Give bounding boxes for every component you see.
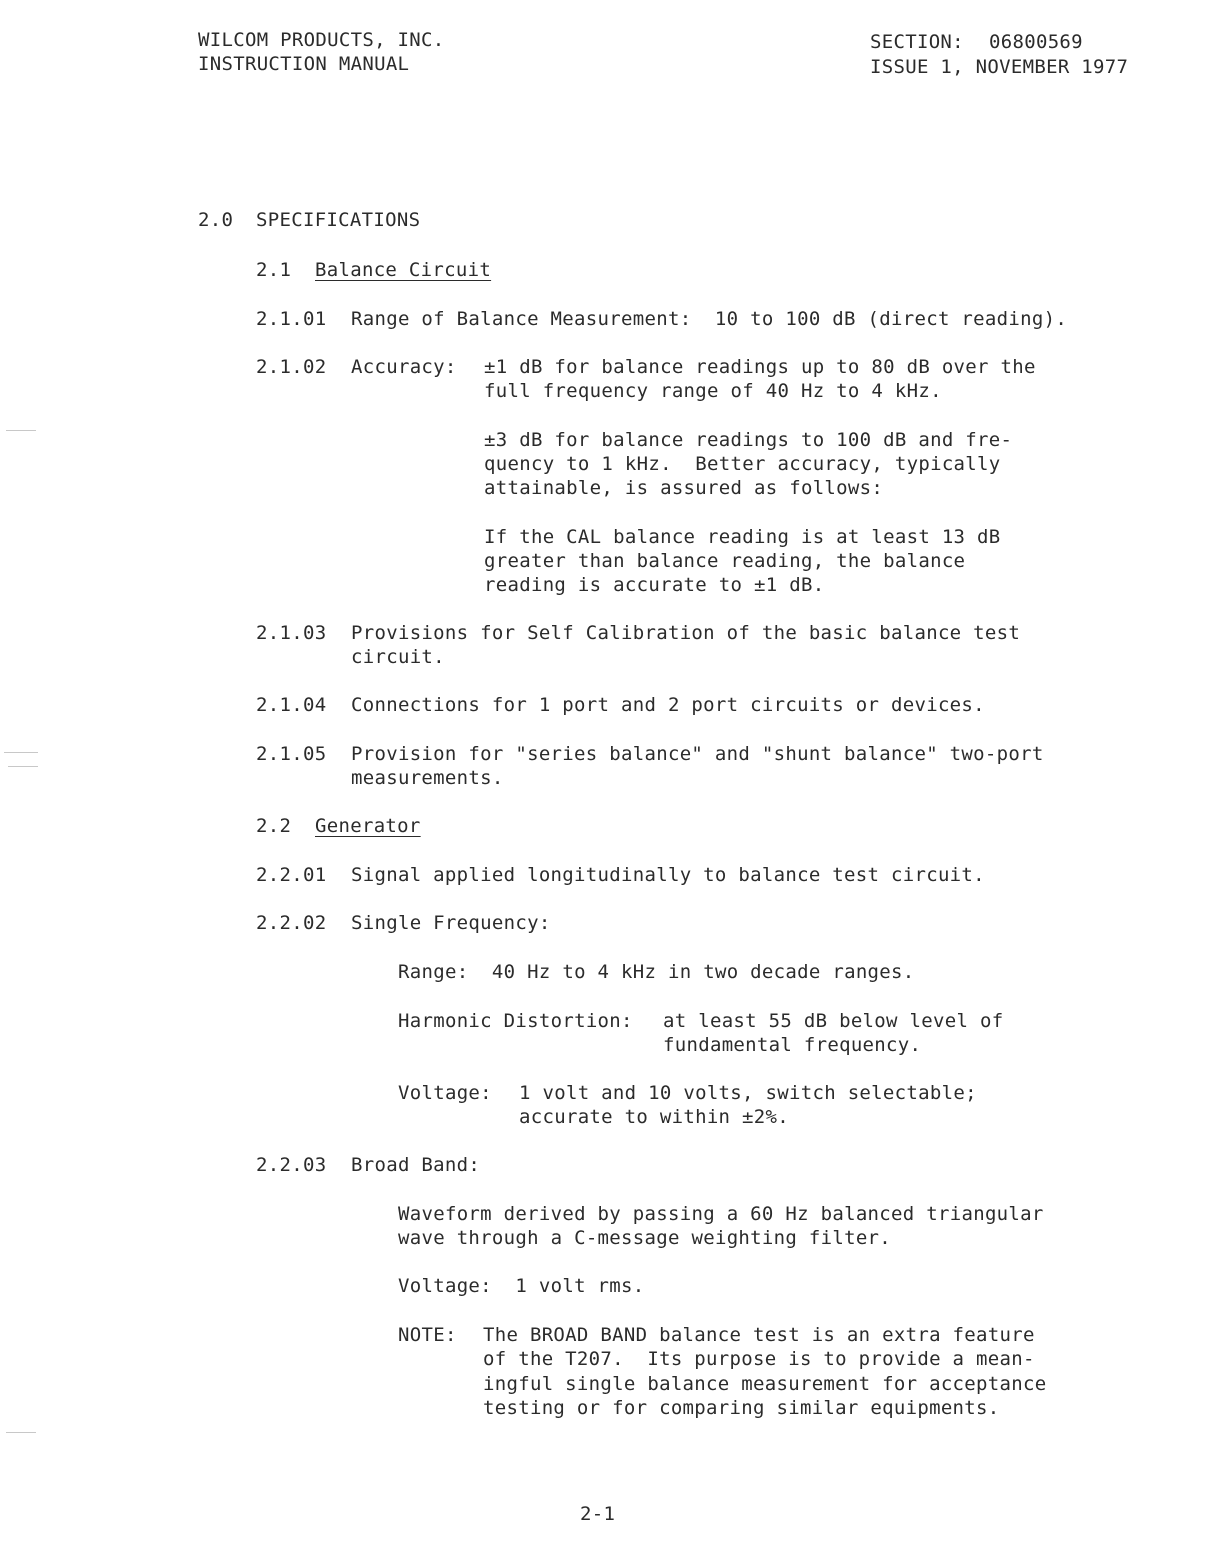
page-number: 2-1 [580,1503,616,1525]
voltage-text: accurate to within ±2%. [519,1106,789,1128]
accuracy-text: attainable, is assured as follows: [484,477,884,499]
balance-circuit-number: 2.1 [256,259,292,281]
item-number: 2.1.03 [256,622,327,644]
item-number: 2.1.04 [256,694,327,716]
issue-date: ISSUE 1, NOVEMBER 1977 [870,56,1129,78]
generator-heading: Generator [315,815,421,837]
scan-mark [8,766,38,767]
accuracy-text: greater than balance reading, the balance [484,550,966,572]
broad-band-heading: Broad Band: [351,1154,481,1176]
harmonic-text: at least 55 dB below level of [663,1010,1004,1032]
accuracy-label: Accuracy: [351,356,457,378]
note-text: testing or for comparing similar equipments. [483,1397,1000,1419]
self-calibration-text: Provisions for Self Calibration of the basic balance test [351,622,1021,644]
scan-mark [6,1432,36,1433]
accuracy-text: quency to 1 kHz. Better accuracy, typically [484,453,1001,475]
spec-heading: SPECIFICATIONS [256,209,421,231]
accuracy-text: reading is accurate to ±1 dB. [484,574,825,596]
scan-mark [6,430,36,431]
item-number: 2.2.02 [256,912,327,934]
accuracy-text: ±1 dB for balance readings up to 80 dB over the [484,356,1036,378]
range-text: Range: 40 Hz to 4 kHz in two decade ranges. [398,961,915,983]
waveform-text: wave through a C-message weighting filter. [398,1227,892,1249]
section-number: 06800569 [989,31,1083,53]
harmonic-label: Harmonic Distortion: [398,1010,633,1032]
harmonic-text: fundamental frequency. [663,1034,922,1056]
connections-text: Connections for 1 port and 2 port circuits or devices. [351,694,985,716]
waveform-text: Waveform derived by passing a 60 Hz balanced triangular [398,1203,1044,1225]
series-shunt-text: Provision for "series balance" and "shunt balance" two-port [351,743,1044,765]
generator-number: 2.2 [256,815,292,837]
item-number: 2.2.03 [256,1154,327,1176]
note-label: NOTE: [398,1324,457,1346]
section-label: SECTION: [870,31,964,53]
single-frequency-heading: Single Frequency: [351,912,551,934]
accuracy-text: If the CAL balance reading is at least 13 dB [484,526,1001,548]
spec-number: 2.0 [198,209,234,231]
company-name: WILCOM PRODUCTS, INC. [198,29,445,51]
scan-mark [4,752,38,753]
voltage-text: 1 volt and 10 volts, switch selectable; [519,1082,977,1104]
manual-title: INSTRUCTION MANUAL [198,53,410,75]
note-text: ingful single balance measurement for acceptance [483,1373,1047,1395]
item-number: 2.1.05 [256,743,327,765]
accuracy-text: ±3 dB for balance readings to 100 dB and fre- [484,429,1013,451]
self-calibration-text: circuit. [351,646,445,668]
broad-band-voltage-text: Voltage: 1 volt rms. [398,1275,645,1297]
accuracy-text: full frequency range of 40 Hz to 4 kHz. [484,380,942,402]
voltage-label: Voltage: [398,1082,492,1104]
series-shunt-text: measurements. [351,767,504,789]
note-text: of the T207. Its purpose is to provide a mean- [483,1348,1035,1370]
note-text: The BROAD BAND balance test is an extra feature [483,1324,1035,1346]
item-number: 2.1.01 [256,308,327,330]
item-number: 2.2.01 [256,864,327,886]
range-of-balance-text: Range of Balance Measurement: 10 to 100 dB (direct reading). [351,308,1068,330]
item-number: 2.1.02 [256,356,327,378]
balance-circuit-heading: Balance Circuit [315,259,492,281]
signal-applied-text: Signal applied longitudinally to balance test circuit. [351,864,985,886]
